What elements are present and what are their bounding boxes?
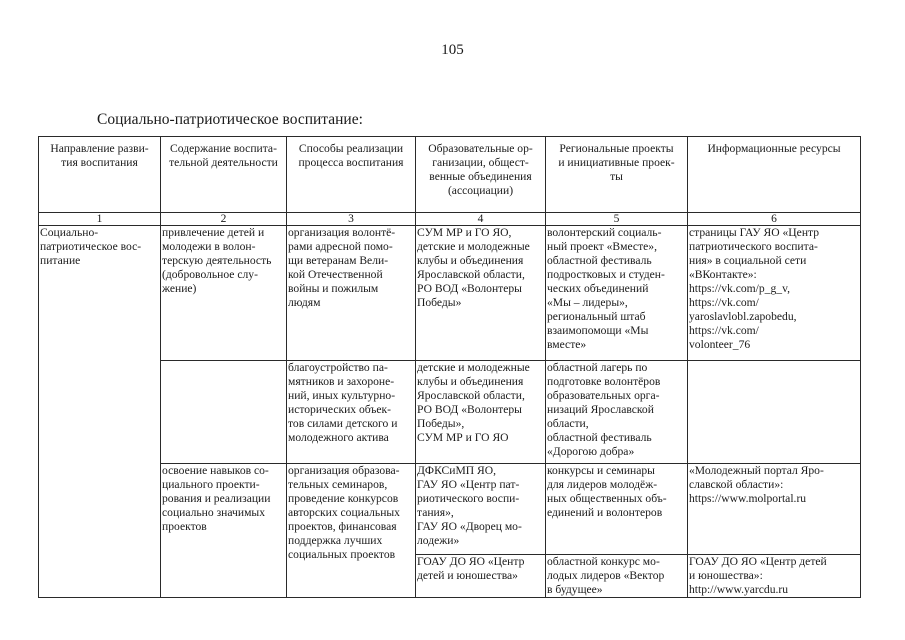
resources-cell: страницы ГАУ ЯО «Центр патриотического воспита- ния» в социальной сети «ВКонтакте»: https://vk.com/p_g_v, https://vk.com/ yaroslavlobl.zapobedu, https://vk.com/ volonteer_76 <box>688 226 861 361</box>
table-row <box>39 464 861 555</box>
methods-cell: организация образова- тельных семинаров, проведение конкурсов авторских социальных проектов, финансовая поддержка лучших социальных проектов <box>287 464 416 598</box>
projects-cell: волонтерский социаль- ный проект «Вместе», областной фестиваль подростковых и студен- ческих объединений «Мы – лидеры», региональный штаб взаимопомощи «Мы вместе» <box>546 226 688 361</box>
organizations-cell: СУМ МР и ГО ЯО, детские и молодежные клубы и объединения Ярославской области, РО ВОД «Волонтеры Победы» <box>416 226 546 361</box>
column-number: 2 <box>161 213 287 226</box>
table-row <box>39 226 861 361</box>
column-number: 4 <box>416 213 546 226</box>
header-content: Содержание воспита- тельной деятельности <box>161 137 287 213</box>
resources-cell: «Молодежный портал Яро- славской области»: https://www.molportal.ru <box>688 464 861 555</box>
projects-cell: областной конкурс мо- лодых лидеров «Вектор в будущее» <box>546 555 688 598</box>
column-number: 6 <box>688 213 861 226</box>
organizations-cell: ГОАУ ДО ЯО «Центр детей и юношества» <box>416 555 546 598</box>
header-projects: Региональные проекты и инициативные проек- ты <box>546 137 688 213</box>
organizations-cell: ДФКСиМП ЯО, ГАУ ЯО «Центр пат- риотического воспи- тания», ГАУ ЯО «Дворец мо- лодежи» <box>416 464 546 555</box>
table-row <box>39 361 861 464</box>
column-number-row <box>39 213 861 226</box>
methods-cell: благоустройство па- мятников и захороне- ний, иных культурно- исторических объек- тов силами детского и молодежного актива <box>287 361 416 464</box>
content-cell: привлечение детей и молодежи в волон- терскую деятельность (добровольное слу- жение) <box>161 226 287 361</box>
header-direction: Направление разви- тия воспитания <box>39 137 161 213</box>
column-number: 1 <box>39 213 161 226</box>
column-number: 3 <box>287 213 416 226</box>
projects-cell: областной лагерь по подготовке волонтёров образовательных орга- низаций Ярославской области, областной фестиваль «Дорогою добра» <box>546 361 688 464</box>
projects-cell: конкурсы и семинары для лидеров молодёж- ных общественных объ- единений и волонтеров <box>546 464 688 555</box>
resources-cell-empty <box>688 361 861 464</box>
section-title: Социально-патриотическое воспитание: <box>97 111 363 128</box>
column-number: 5 <box>546 213 688 226</box>
direction-cell: Социально- патриотическое вос- питание <box>39 226 161 598</box>
header-resources: Информационные ресурсы <box>688 137 861 213</box>
content-cell-empty <box>161 361 287 464</box>
header-organizations: Образовательные ор- ганизации, общест- венные объединения (ассоциации) <box>416 137 546 213</box>
methods-cell: организация волонтё- рами адресной помо- щи ветеранам Вели- кой Отечественной войны и пожилым людям <box>287 226 416 361</box>
header-methods: Способы реализации процесса воспитания <box>287 137 416 213</box>
organizations-cell: детские и молодежные клубы и объединения Ярославской области, РО ВОД «Волонтеры Победы», СУМ МР и ГО ЯО <box>416 361 546 464</box>
content-cell: освоение навыков со- циального проекти- рования и реализации социально значимых проектов <box>161 464 287 598</box>
page-number: 105 <box>441 42 464 58</box>
header-row <box>39 137 861 213</box>
education-plan-table <box>38 136 861 598</box>
resources-cell: ГОАУ ДО ЯО «Центр детей и юношества»: http://www.yarcdu.ru <box>688 555 861 598</box>
